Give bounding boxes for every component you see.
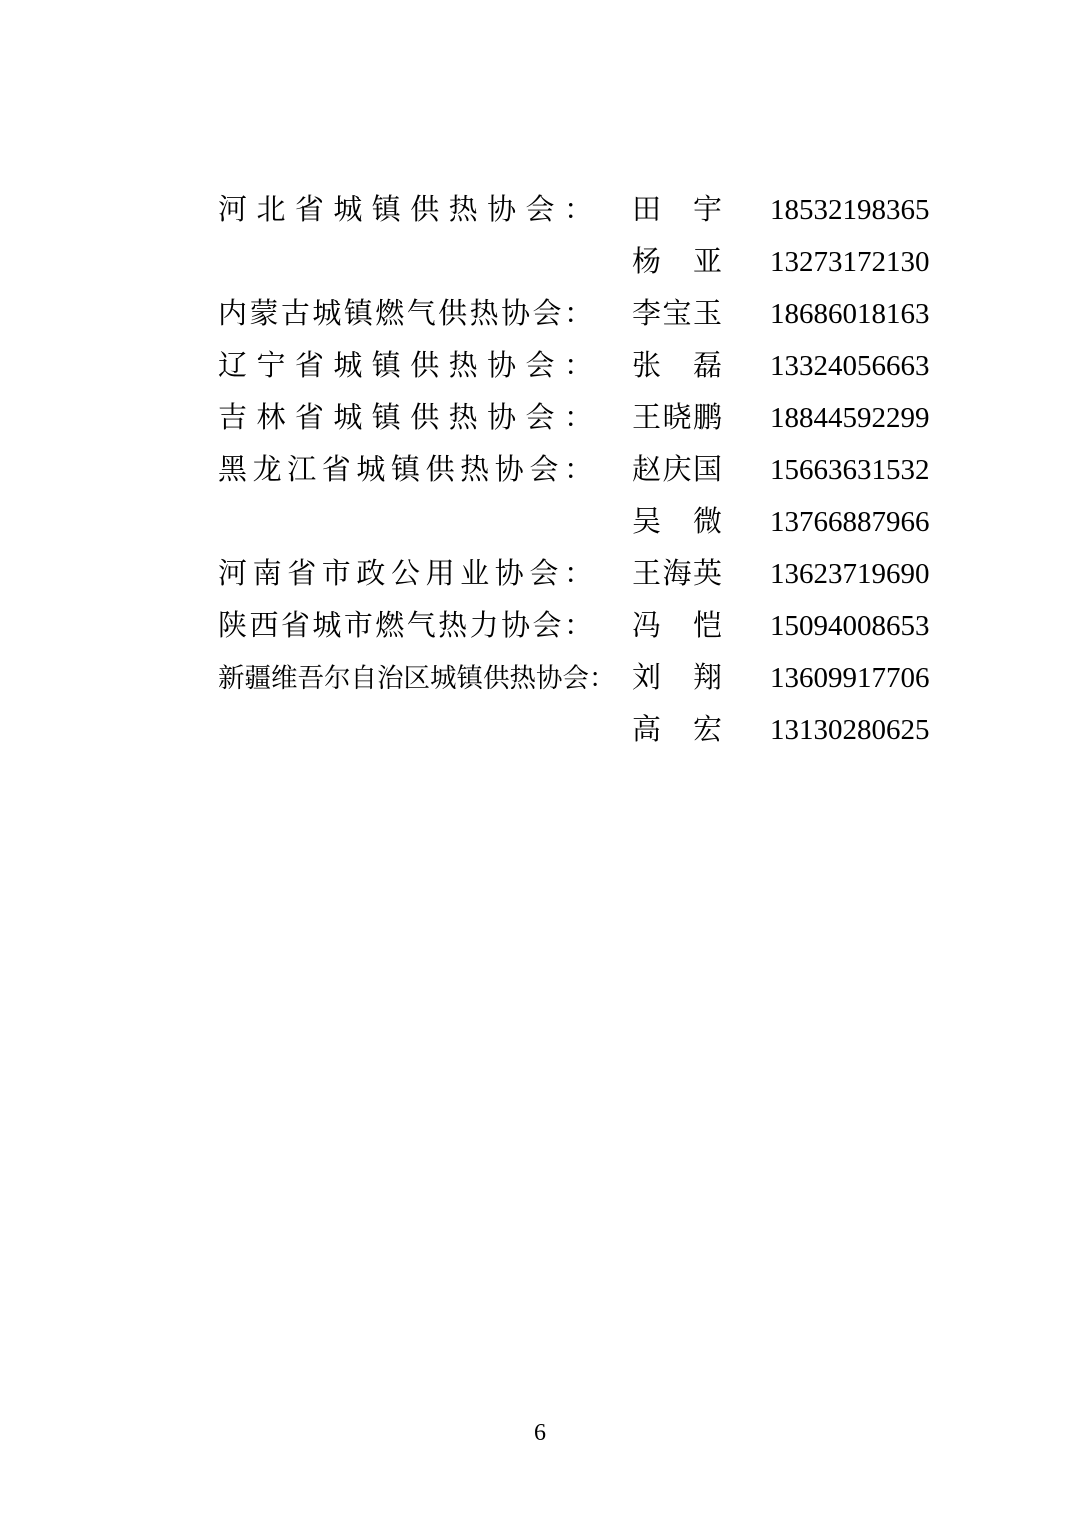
contact-name: 杨 亚 xyxy=(632,246,722,278)
contact-row xyxy=(218,444,940,496)
organization-label: 内 蒙 古 城 镇 燃 气 供 热 协 会 ： xyxy=(218,298,593,330)
contact-row xyxy=(218,652,940,704)
page-number: 6 xyxy=(534,1420,546,1446)
contact-phone: 15663631532 xyxy=(770,454,930,486)
contact-row xyxy=(218,392,940,444)
contact-phone: 13766887966 xyxy=(770,506,930,538)
organization-label: 吉 林 省 城 镇 供 热 协 会 ： xyxy=(218,402,593,434)
organization-label xyxy=(218,496,593,548)
contact-row xyxy=(218,704,940,756)
contact-name: 王 海 英 xyxy=(632,558,722,590)
contact-phone: 13273172130 xyxy=(770,246,930,278)
contact-name: 李 宝 玉 xyxy=(632,298,722,330)
contact-name: 冯 恺 xyxy=(632,610,722,642)
contact-row xyxy=(218,236,940,288)
contact-phone: 13609917706 xyxy=(770,662,930,694)
contact-row xyxy=(218,548,940,600)
contact-row xyxy=(218,340,940,392)
organization-label: 陕 西 省 城 市 燃 气 热 力 协 会 ： xyxy=(218,610,593,642)
contact-name: 赵 庆 国 xyxy=(632,454,722,486)
organization-label: 新 疆 维 吾 尔 自 治 区 城 镇 供 热 协 会 ： xyxy=(218,663,616,693)
contact-phone: 13130280625 xyxy=(770,714,930,746)
contact-phone: 18686018163 xyxy=(770,298,930,330)
organization-label: 黑 龙 江 省 城 镇 供 热 协 会 ： xyxy=(218,454,593,486)
contact-phone: 18532198365 xyxy=(770,194,930,226)
organization-label xyxy=(218,236,593,288)
organization-label xyxy=(218,704,593,756)
contact-row xyxy=(218,184,940,236)
contact-phone: 15094008653 xyxy=(770,610,930,642)
organization-label: 河 北 省 城 镇 供 热 协 会 ： xyxy=(218,194,593,226)
contact-list xyxy=(218,184,940,756)
organization-label: 河 南 省 市 政 公 用 业 协 会 ： xyxy=(218,558,593,590)
contact-name: 田 宇 xyxy=(632,194,722,226)
contact-name: 王 晓 鹏 xyxy=(632,402,722,434)
contact-name: 张 磊 xyxy=(632,350,722,382)
contact-name: 吴 微 xyxy=(632,506,722,538)
contact-phone: 13623719690 xyxy=(770,558,930,590)
contact-row xyxy=(218,288,940,340)
contact-phone: 13324056663 xyxy=(770,350,930,382)
contact-phone: 18844592299 xyxy=(770,402,930,434)
contact-row xyxy=(218,496,940,548)
contact-name: 高 宏 xyxy=(632,714,722,746)
contact-row xyxy=(218,600,940,652)
organization-label: 辽 宁 省 城 镇 供 热 协 会 ： xyxy=(218,350,593,382)
contact-name: 刘 翔 xyxy=(632,662,722,694)
